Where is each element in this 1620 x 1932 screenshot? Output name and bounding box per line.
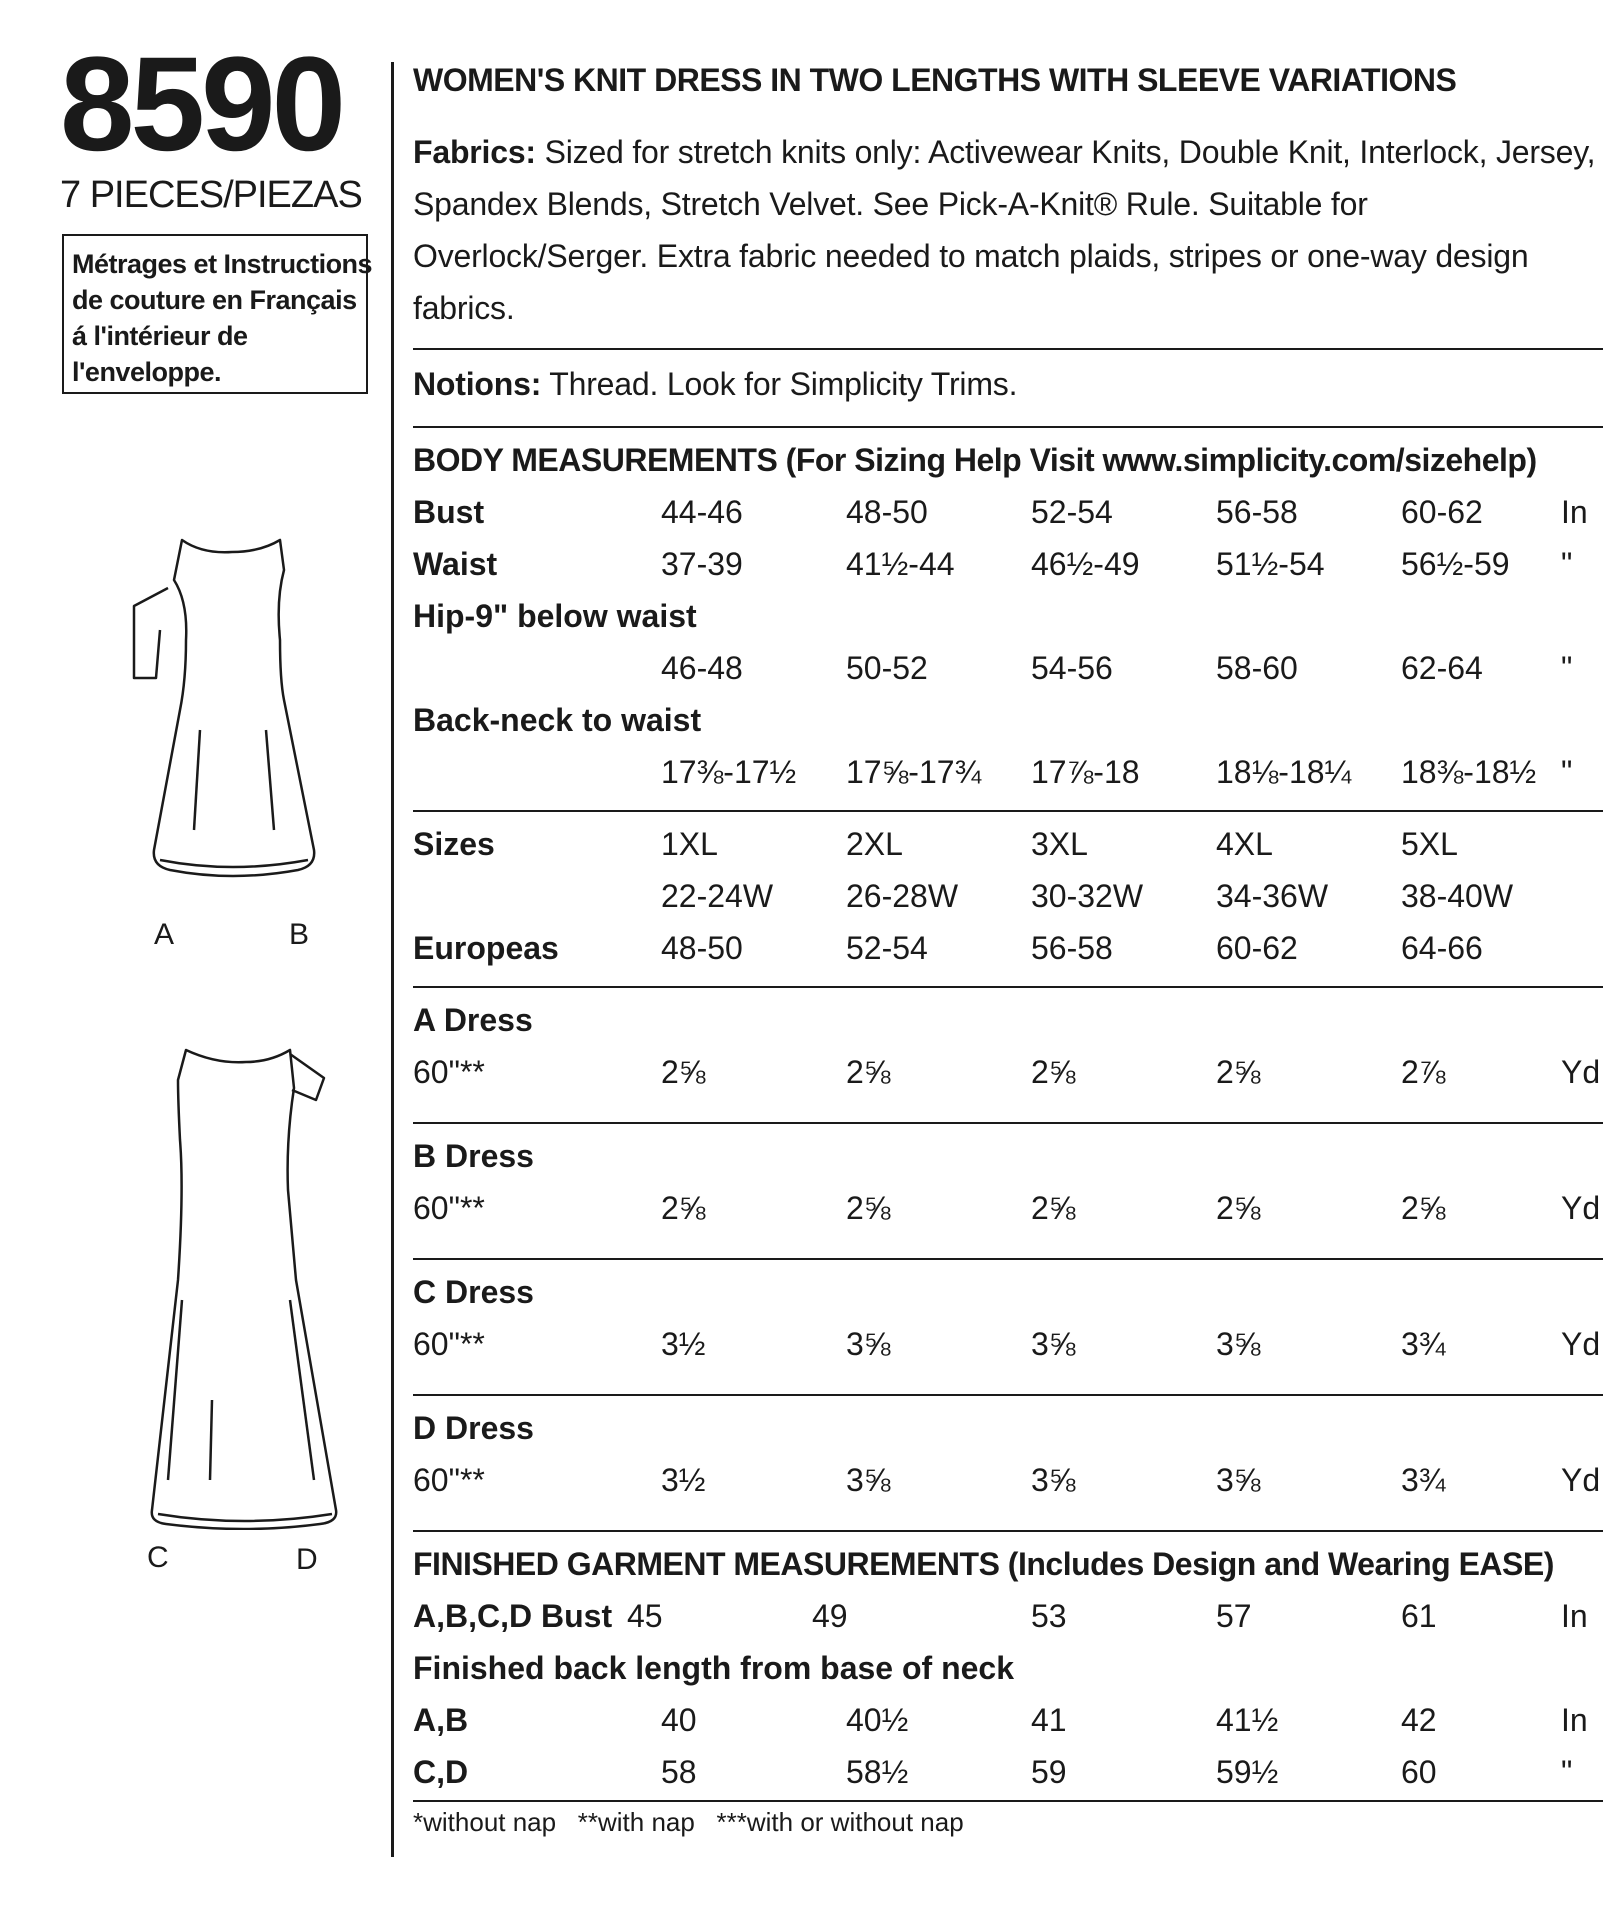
row-label: A Dress	[413, 1002, 533, 1038]
cell: 4XL	[1216, 826, 1273, 862]
cell: 3⅝	[846, 1462, 891, 1498]
nap-footnote: *without nap **with nap ***with or without nap	[413, 1807, 964, 1837]
cell: 2⅝	[661, 1190, 706, 1226]
cell: 3¾	[1401, 1326, 1446, 1362]
view-c-heading-row	[413, 1266, 1603, 1318]
cell: 3⅝	[1031, 1462, 1076, 1498]
body-measurements-heading: BODY MEASUREMENTS (For Sizing Help Visit www.simplicity.com/sizehelp)	[413, 442, 1537, 478]
cell: 34-36W	[1216, 878, 1329, 914]
fabric-width: 60"**	[413, 1190, 485, 1226]
notions-label: Notions:	[413, 366, 542, 402]
cell: 17⅜-17½	[661, 754, 797, 790]
view-b-heading-row	[413, 1130, 1603, 1182]
row-label: C Dress	[413, 1274, 534, 1310]
cell: 51½-54	[1216, 546, 1325, 582]
unit: Yd	[1561, 1326, 1601, 1362]
french-note-line: de couture en Français	[72, 285, 357, 315]
cell: 56-58	[1216, 494, 1298, 530]
cell: 54-56	[1031, 650, 1113, 686]
unit: "	[1561, 546, 1573, 582]
cell: 3⅝	[846, 1326, 891, 1362]
view-label-b: B	[289, 918, 310, 951]
pieces-count: 7 PIECES/PIEZAS	[60, 174, 362, 216]
row-label: Back-neck to waist	[413, 702, 702, 738]
cell: 3½	[661, 1326, 706, 1362]
view-a-yardage-row	[413, 1046, 1603, 1098]
fabrics-text: Sized for stretch knits only: Activewear Knits, Double Knit, Interlock, Jersey, Spandex Blends, Stretch Velvet. See Pick-A-Knit® Rule. Suitable for Overlock/Serger. Extra fabric needed to match plaids, stripes or one-way design fabrics.	[413, 134, 1596, 326]
bust-row	[413, 486, 1603, 538]
cell: 59½	[1216, 1754, 1279, 1790]
view-label-a: A	[154, 918, 175, 951]
cell: 49	[812, 1598, 848, 1634]
cell: 2⅝	[1031, 1054, 1076, 1090]
cell: 61	[1401, 1598, 1437, 1634]
cell: 60	[1401, 1754, 1437, 1790]
view-label-d: D	[296, 1543, 318, 1576]
hip-row	[413, 642, 1603, 694]
fabric-width: 60"**	[413, 1054, 485, 1090]
back-row	[413, 746, 1603, 798]
french-note-box	[62, 234, 373, 394]
row-label: Sizes	[413, 826, 495, 862]
cell: 3⅝	[1031, 1326, 1076, 1362]
row-label: Hip-9" below waist	[413, 598, 697, 634]
pattern-title: WOMEN'S KNIT DRESS IN TWO LENGTHS WITH SLEEVE VARIATIONS	[413, 62, 1457, 98]
cell: 40	[661, 1702, 697, 1738]
cell: 42	[1401, 1702, 1437, 1738]
row-label: A,B	[413, 1702, 469, 1738]
cell: 3⅝	[1216, 1326, 1261, 1362]
view-label-c: C	[147, 1541, 169, 1574]
row-label: D Dress	[413, 1410, 534, 1446]
cell: 5XL	[1401, 826, 1458, 862]
unit: "	[1561, 754, 1573, 790]
cell: 45	[627, 1598, 663, 1634]
finished-measurements-heading: FINISHED GARMENT MEASUREMENTS (Includes Design and Wearing EASE)	[413, 1546, 1554, 1582]
view-d-heading-row	[413, 1402, 1603, 1454]
unit: Yd	[1561, 1054, 1601, 1090]
cell: 60-62	[1216, 930, 1298, 966]
cell: 3½	[661, 1462, 706, 1498]
fabrics-label: Fabrics:	[413, 134, 536, 170]
cell: 48-50	[661, 930, 743, 966]
cell: 50-52	[846, 650, 928, 686]
cell: 37-39	[661, 546, 743, 582]
sizes-row	[413, 818, 1603, 870]
row-label: B Dress	[413, 1138, 534, 1174]
dress-sketch-ab	[120, 530, 340, 910]
cell: 56½-59	[1401, 546, 1510, 582]
cell: 58	[661, 1754, 697, 1790]
view-d-yardage-row	[413, 1454, 1603, 1506]
cell: 2⅝	[1031, 1190, 1076, 1226]
cell: 2⅝	[1216, 1054, 1261, 1090]
cell: 26-28W	[846, 878, 959, 914]
view-a-heading-row	[413, 994, 1603, 1046]
fabric-width: 60"**	[413, 1326, 485, 1362]
notions-paragraph	[413, 358, 1603, 410]
french-note-line: l'enveloppe.	[72, 357, 221, 387]
cell: 38-40W	[1401, 878, 1514, 914]
cell: 2⅝	[846, 1054, 891, 1090]
row-label: Finished back length from base of neck	[413, 1650, 1015, 1686]
row-label: A,B,C,D Bust	[413, 1598, 613, 1634]
row-label: Waist	[413, 546, 498, 582]
cell: 22-24W	[661, 878, 774, 914]
cell: 44-46	[661, 494, 743, 530]
finished-length-heading-row	[413, 1642, 1603, 1694]
cell: 57	[1216, 1598, 1252, 1634]
row-label: C,D	[413, 1754, 469, 1790]
cell: 64-66	[1401, 930, 1483, 966]
sizes-number-row	[413, 870, 1603, 922]
finished-cd-row	[413, 1746, 1603, 1798]
pattern-number: 8590	[60, 30, 343, 179]
unit: In	[1561, 1702, 1588, 1738]
cell: 3⅝	[1216, 1462, 1261, 1498]
cell: 41	[1031, 1702, 1067, 1738]
dress-sketch-cd	[140, 1040, 350, 1530]
cell: 41½-44	[846, 546, 955, 582]
cell: 30-32W	[1031, 878, 1144, 914]
french-note-line: á l'intérieur de	[72, 321, 248, 351]
cell: 2⅝	[1216, 1190, 1261, 1226]
unit: In	[1561, 494, 1588, 530]
fabric-width: 60"**	[413, 1462, 485, 1498]
cell: 1XL	[661, 826, 718, 862]
finished-bust-row	[413, 1590, 1603, 1642]
row-label: Europeas	[413, 930, 559, 966]
cell: 56-58	[1031, 930, 1113, 966]
europeas-row	[413, 922, 1603, 974]
cell: 17⅞-18	[1031, 754, 1140, 790]
unit: Yd	[1561, 1462, 1601, 1498]
cell: 18⅛-18¼	[1216, 754, 1352, 790]
cell: 2⅝	[846, 1190, 891, 1226]
finished-ab-row	[413, 1694, 1603, 1746]
cell: 46-48	[661, 650, 743, 686]
cell: 53	[1031, 1598, 1067, 1634]
cell: 52-54	[1031, 494, 1113, 530]
fabrics-paragraph	[413, 126, 1603, 334]
hip-label-row	[413, 590, 1603, 642]
waist-row	[413, 538, 1603, 590]
column-divider	[391, 62, 394, 1857]
cell: 2⅞	[1401, 1054, 1446, 1090]
notions-text: Thread. Look for Simplicity Trims.	[549, 366, 1018, 402]
cell: 60-62	[1401, 494, 1483, 530]
cell: 40½	[846, 1702, 909, 1738]
french-note-line: Métrages et Instructions	[72, 249, 373, 279]
cell: 46½-49	[1031, 546, 1140, 582]
cell: 41½	[1216, 1702, 1279, 1738]
cell: 2⅝	[1401, 1190, 1446, 1226]
cell: 62-64	[1401, 650, 1483, 686]
cell: 17⅝-17¾	[846, 754, 982, 790]
back-label-row	[413, 694, 1603, 746]
cell: 58-60	[1216, 650, 1298, 686]
view-c-yardage-row	[413, 1318, 1603, 1370]
cell: 58½	[846, 1754, 909, 1790]
main-content	[413, 54, 1603, 1842]
cell: 2XL	[846, 826, 903, 862]
cell: 52-54	[846, 930, 928, 966]
cell: 3¾	[1401, 1462, 1446, 1498]
row-label: Bust	[413, 494, 485, 530]
unit: "	[1561, 1754, 1573, 1790]
cell: 59	[1031, 1754, 1067, 1790]
cell: 2⅝	[661, 1054, 706, 1090]
unit: "	[1561, 650, 1573, 686]
unit: In	[1561, 1598, 1588, 1634]
unit: Yd	[1561, 1190, 1601, 1226]
cell: 3XL	[1031, 826, 1088, 862]
cell: 18⅜-18½	[1401, 754, 1537, 790]
view-b-yardage-row	[413, 1182, 1603, 1234]
cell: 48-50	[846, 494, 928, 530]
